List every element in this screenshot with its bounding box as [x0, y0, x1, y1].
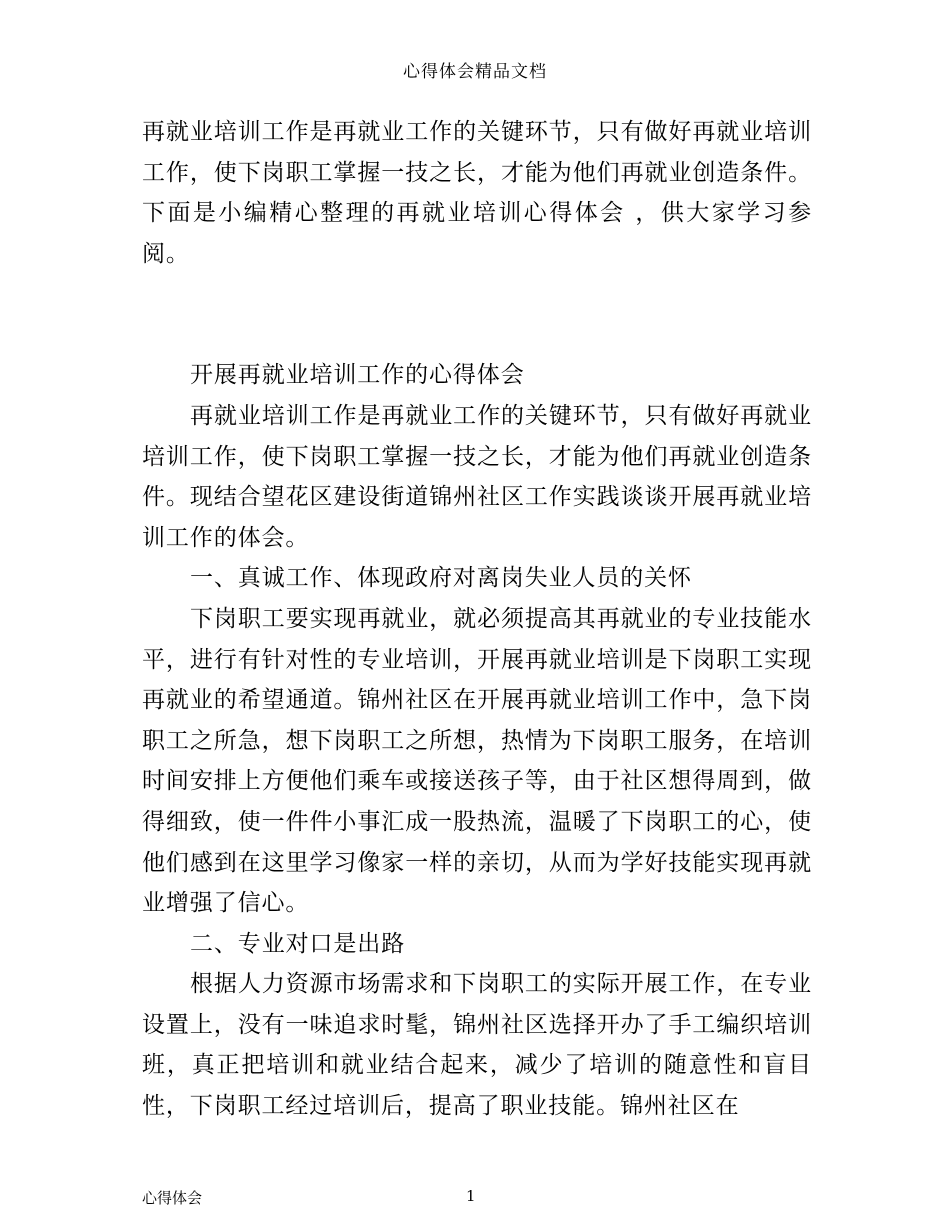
- document-body: [142, 112, 812, 1127]
- body-paragraph: 再就业培训工作是再就业工作的关键环节，只有做好再就业培训工作，使下岗职工掌握一技之长，才能为他们再就业创造条件。现结合望花区建设街道锦州社区工作实践谈谈开展再就业培训工作的体会。: [142, 402, 812, 551]
- section-heading: 二、专业对口是出路: [190, 930, 406, 957]
- intro-paragraph: 再就业培训工作是再就业工作的关键环节，只有做好再就业培训工作，使下岗职工掌握一技之长，才能为他们再就业创造条件。下面是小编精心整理的再就业培训心得体会 ，供大家学习参阅。: [142, 119, 812, 267]
- footer-label: 心得体会: [142, 1189, 203, 1207]
- body-paragraph: 下岗职工要实现再就业，就必须提高其再就业的专业技能水平，进行有针对性的专业培训，开展再就业培训是下岗职工实现再就业的希望通道。锦州社区在开展再就业培训工作中，急下岗职工之所急，想下岗职工之所想，热情为下岗职工服务，在培训时间安排上方便他们乘车或接送孩子等，由于社区想得周到，做得细致，使一件件小事汇成一股热流，温暖了下岗职工的心，使他们感到在这里学习像家一样的亲切，从而为学好技能实现再就业增强了信心。: [142, 605, 812, 917]
- paragraph-spacer: [142, 274, 812, 355]
- document-header: 心得体会精品文档: [403, 62, 547, 82]
- section-heading: 一、真诚工作、体现政府对离岗失业人员的关怀: [190, 565, 692, 592]
- page-number: 1: [466, 1187, 476, 1205]
- article-title: 开展再就业培训工作的心得体会: [190, 362, 525, 389]
- body-paragraph: 根据人力资源市场需求和下岗职工的实际开展工作，在专业设置上，没有一味追求时髦，锦州社区选择开办了手工编织培训班，真正把培训和就业结合起来，减少了培训的随意性和盲目性，下岗职工经过培训后，提高了职业技能。锦州社区在: [142, 971, 812, 1120]
